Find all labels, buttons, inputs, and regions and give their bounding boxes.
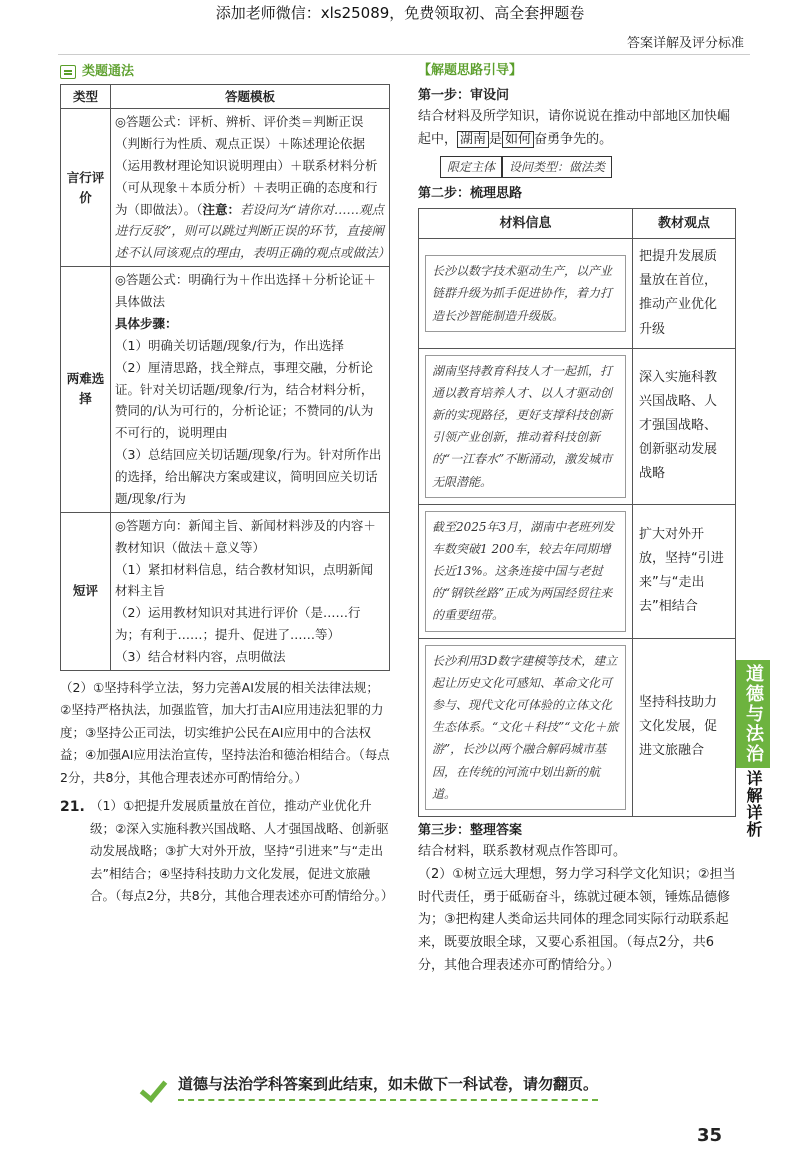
stem-annotation-labels bbox=[440, 156, 736, 179]
page-number: 35 bbox=[696, 1125, 722, 1146]
note-label: 注意： bbox=[202, 201, 241, 217]
step-item: （3）结合材料内容，点明做法 bbox=[115, 649, 286, 664]
stem-how: 如何 bbox=[502, 131, 534, 148]
table-row bbox=[419, 638, 736, 816]
answer-20-2: （2）①坚持科学立法，努力完善AI发展的相关法律法规；②坚持严格执法，加强监管，加大打击AI应用违法犯罪的力度；③坚持公正司法，切实维护公民在AI应用中的合法权益；④加强AI应用法治宣传，坚持法治和德治相结合。（每点2分，共8分，其他合理表述亦可酌情给分。） bbox=[60, 679, 390, 785]
material-info-cell bbox=[419, 638, 633, 816]
material-text: 长沙利用3D数字建模等技术，建立起让历史文化可感知、革命文化可参与、现代文化可体验的立体文化生态体系。“文化＋科技”“文化＋旅游”，长沙以两个融合解码城市基因，在传统的河流中划出新的航道。 bbox=[425, 645, 626, 810]
textbook-view-cell: 扩大对外开放，坚持“引进来”与“走出去”相结合 bbox=[633, 504, 736, 638]
textbook-view-cell: 深入实施科教兴国战略、人才强国战略、创新驱动发展战略 bbox=[633, 348, 736, 504]
textbook-view-cell: 坚持科技助力文化发展，促进文旅融合 bbox=[633, 638, 736, 816]
table-header-row bbox=[61, 85, 390, 109]
step-1-title: 第一步：审设问 bbox=[418, 88, 510, 103]
template-formula: ◎答题方向：新闻主旨、新闻材料涉及的内容＋教材知识（做法＋意义等） bbox=[115, 517, 376, 555]
step-3-title: 第三步：整理答案 bbox=[418, 822, 523, 838]
stem-post: 奋勇争先的。 bbox=[534, 131, 613, 147]
step-item: （1）明确关切话题/现象/行为，作出选择 bbox=[115, 337, 344, 353]
row-type-cell: 短评 bbox=[61, 512, 111, 670]
table-header-row bbox=[419, 209, 736, 239]
material-text: 湖南坚持教育科技人才一起抓，打通以教育培养人才、以人才驱动创新的实现路径，更好支撑科技创新引领产业创新，推动着科技创新的“一江春水”不断涌动，激发城市无限潜能。 bbox=[425, 355, 626, 498]
step-2-title: 第二步：梳理思路 bbox=[418, 186, 523, 202]
step-item: （2）运用教材知识对其进行评价（是……行为；有利于……；提升、促进了……等） bbox=[115, 605, 361, 643]
note-icon bbox=[60, 65, 76, 79]
row-template-cell bbox=[111, 512, 390, 670]
th-template: 答题模板 bbox=[111, 85, 390, 109]
stem-pre: 结合材料及所学知识，请你说说在推动中部地区加快崛起中， bbox=[418, 109, 731, 147]
label-subject: 限定主体 bbox=[440, 156, 502, 179]
table-row bbox=[419, 504, 736, 638]
method-title-text: 类题通法 bbox=[82, 64, 135, 79]
row-template-cell bbox=[111, 267, 390, 513]
left-column bbox=[60, 60, 394, 908]
right-column bbox=[418, 60, 736, 978]
step-item: （3）总结回应关切话题/现象/行为。针对所作出的选择，给出解决方案或建议，简明回应关切话题/现象/行为 bbox=[115, 447, 382, 506]
answer-template-table bbox=[60, 84, 390, 671]
answer-21-2: （2）①树立远大理想，努力学习科学文化知识；②担当时代责任，勇于砥砺奋斗，练就过硬本领，锤炼品德修为；③把构建人类命运共同体的理念同实际行动联系起来，既要放眼全球，又要心系祖国。（每点2分，共6分，其他合理表述亦可酌情给分。） bbox=[418, 866, 736, 973]
question-number: 21. bbox=[60, 799, 85, 816]
step-item: （2）厘清思路，找全辩点，事理交融，分析论证。针对关切话题/现象/行为，结合材料分析，赞同的/认为可行的，分析论证；不赞同的/认为不可行的，说明理由 bbox=[115, 359, 374, 441]
table-row bbox=[419, 348, 736, 504]
th-textbook-view: 教材观点 bbox=[633, 209, 736, 239]
stem-mid: 是 bbox=[489, 131, 503, 147]
step-3-text: 结合材料，联系教材观点作答即可。 bbox=[418, 844, 627, 860]
material-analysis-table bbox=[418, 208, 736, 817]
table-row bbox=[61, 512, 390, 670]
top-watermark-bar: 添加老师微信：xls25089，免费领取初、高全套押题卷 bbox=[215, 4, 585, 22]
textbook-view-cell: 把提升发展质量放在首位，推动产业优化升级 bbox=[633, 239, 736, 348]
banner-text: 道德与法治学科答案到此结束，如未做下一科试卷，请勿翻页。 bbox=[178, 1073, 598, 1100]
step-item: （1）紧扣材料信息，结合教材知识，点明新闻材料主旨 bbox=[115, 561, 373, 599]
checkmark-icon bbox=[140, 1072, 170, 1102]
steps-label: 具体步骤： bbox=[115, 315, 178, 331]
material-info-cell bbox=[419, 348, 633, 504]
answer-21 bbox=[60, 795, 394, 908]
question-stem bbox=[418, 106, 736, 152]
row-type-cell: 言行评价 bbox=[61, 109, 111, 267]
table-row bbox=[61, 267, 390, 513]
answer-21-text: （1）①把提升发展质量放在首位，推动产业优化升级；②深入实施科教兴国战略、人才强国战略、创新驱动发展战略；③扩大对外开放，坚持“引进来”与“走出去”相结合；④坚持科技助力文化发展，促进文旅融合。（每点2分，共8分，其他合理表述亦可酌情给分。） bbox=[90, 798, 394, 904]
method-section-title bbox=[60, 60, 390, 84]
template-formula: ◎答题公式：评析、辨析、评价类＝判断正误（判断行为性质、观点正误）＋陈述理论依据（运用教材理论知识说明理由）＋联系材料分析（可从现象＋本质分析）＋表明正确的态度和行为（即做法）。 bbox=[115, 114, 378, 217]
subject-side-tab: 道德与法治 bbox=[736, 660, 770, 768]
table-row bbox=[419, 239, 736, 348]
guide-title: 【解题思路引导】 bbox=[418, 63, 523, 78]
header-divider bbox=[58, 54, 750, 55]
th-type: 类型 bbox=[61, 85, 111, 109]
material-text: 截至2025年3月，湖南中老班列发车数突破1 200车，较去年同期增长近13%。这条连接中国与老挝的“钢铁丝路”正成为两国经贸往来的重要纽带。 bbox=[425, 511, 626, 632]
note-text: 若设问为“请你对……观点进行反驳”，则可以跳过判断正误的环节，直接阐述不认同该观点的理由，表明正确的观点或做法） bbox=[115, 201, 391, 261]
material-info-cell bbox=[419, 239, 633, 348]
th-material-info: 材料信息 bbox=[419, 209, 633, 239]
material-info-cell bbox=[419, 504, 633, 638]
row-type-cell: 两难选择 bbox=[61, 267, 111, 513]
template-formula: ◎答题公式：明确行为＋作出选择＋分析论证＋具体做法 bbox=[115, 272, 376, 309]
end-of-subject-banner bbox=[140, 1070, 660, 1104]
label-type: 设问类型：做法类 bbox=[502, 156, 612, 179]
stem-subject: 湖南 bbox=[457, 131, 489, 148]
page-header: 答案详解及评分标准 bbox=[626, 36, 744, 51]
side-section-label: 详解详析 bbox=[744, 770, 763, 838]
table-row bbox=[61, 109, 390, 267]
material-text: 长沙以数字技术驱动生产，以产业链群升级为抓手促进协作，着力打造长沙智能制造升级版。 bbox=[425, 255, 626, 332]
row-template-cell: ◎答题公式：评析、辨析、评价类＝判断正误（判断行为性质、观点正误）＋陈述理论依据（运用教材理论知识说明理由）＋联系材料分析（可从现象＋本质分析）＋表明正确的态度和行为（即做法）。（注意：若设问为“请你对……观点进行反驳”，则可以跳过判断正误的环节，直接阐述不认同该观点的理由，表明正确的观点或做法） bbox=[111, 109, 390, 267]
